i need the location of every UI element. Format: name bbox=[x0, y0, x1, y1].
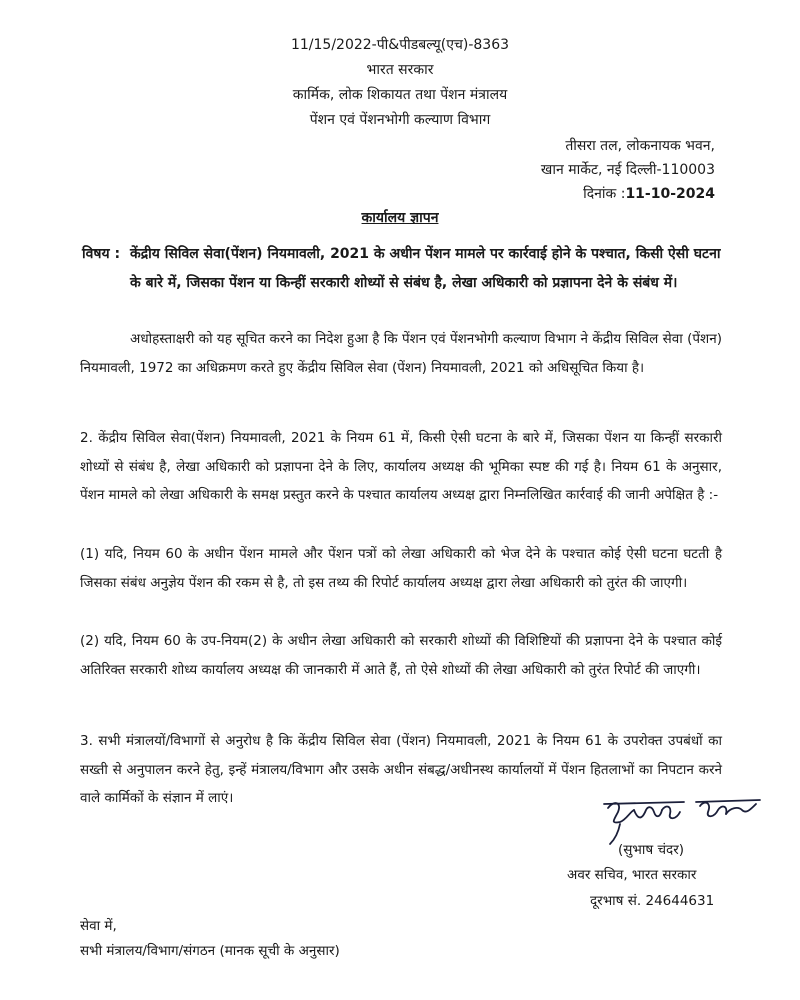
signatory-phone: दूरभाष सं. 24644631 bbox=[590, 893, 715, 909]
signatory-designation: अवर सचिव, भारत सरकार bbox=[567, 867, 697, 883]
signatory-name: (सुभाष चंदर) bbox=[618, 842, 685, 858]
subject-label: विषय : bbox=[82, 246, 121, 262]
subject-text: केंद्रीय सिविल सेवा(पेंशन) नियमावली, 2021 के अधीन पेंशन मामले पर कार्रवाई होने के पश्चात, किसी ऐसी घटना के बारे में, जिसका पेंशन या किन्हीं सरकारी शोध्यों से संबंध है, लेखा अधिकारी को प्रज्ञापना देने के संबंध में। bbox=[130, 246, 721, 291]
department-name: पेंशन एवं पेंशनभोगी कल्याण विभाग bbox=[309, 112, 491, 128]
date-label: दिनांक : bbox=[583, 186, 626, 202]
addressee-intro: सेवा में, bbox=[80, 918, 117, 934]
paragraph-2-clause-1: (1) यदि, नियम 60 के अधीन पेंशन मामले और पेंशन पत्रों को लेखा अधिकारी को भेज देने के पश्चात कोई ऐसी घटना घटती है जिसका संबंध अनुज्ञेय पेंशन की रकम से है, तो इस तथ्य की रिपोर्ट कार्यालय अध्यक्ष द्वारा लेखा अधिकारी को तुरंत की जाएगी। bbox=[80, 546, 722, 591]
paragraph-1: अधोहस्ताक्षरी को यह सूचित करने का निदेश हुआ है कि पेंशन एवं पेंशनभोगी कल्याण विभाग ने केंद्रीय सिविल सेवा (पेंशन) नियमावली, 1972 का अधिक्रमण करते हुए केंद्रीय सिविल सेवा (पेंशन) नियमावली, 2021 को अधिसूचित किया है। bbox=[80, 331, 722, 376]
addressee-list: सभी मंत्रालय/विभाग/संगठन (मानक सूची के अनुसार) bbox=[80, 943, 340, 959]
paragraph-3: 3. सभी मंत्रालयों/विभागों से अनुरोध है कि केंद्रीय सिविल सेवा (पेंशन) नियमावली, 2021 के नियम 61 के उपरोक्त उपबंधों का सख्ती से अनुपालन करने हेतु, इन्हें मंत्रालय/विभाग और उसके अधीन संबद्ध/अधीनस्थ कार्यालयों में पेंशन हितलाभों का निपटान करने वाले कार्मिकों के संज्ञान में लाएं। bbox=[80, 733, 722, 806]
government-name: भारत सरकार bbox=[366, 62, 434, 78]
issue-date bbox=[583, 183, 715, 205]
address-line-2: खान मार्केट, नई दिल्ली-110003 bbox=[540, 162, 715, 178]
ministry-name: कार्मिक, लोक शिकायत तथा पेंशन मंत्रालय bbox=[292, 87, 508, 103]
file-number: 11/15/2022-पी&पीडबल्यू(एच)-8363 bbox=[290, 37, 510, 53]
date-value: 11-10-2024 bbox=[625, 186, 715, 202]
address-line-1: तीसरा तल, लोकनायक भवन, bbox=[565, 138, 715, 154]
paragraph-2: 2. केंद्रीय सिविल सेवा(पेंशन) नियमावली, 2021 के नियम 61 में, किसी ऐसी घटना के बारे में, जिसका पेंशन या किन्हीं सरकारी शोध्यों से संबंध है, लेखा अधिकारी को प्रज्ञापना देने के लिए, कार्यालय अध्यक्ष की भूमिका स्पष्ट की गई है। नियम 61 के अनुसार, पेंशन मामले को लेखा अधिकारी के समक्ष प्रस्तुत करने के पश्चात कार्यालय अध्यक्ष द्वारा निम्नलिखित कार्रवाई की जानी अपेक्षित है :- bbox=[80, 430, 722, 503]
document-title: कार्यालय ज्ञापन bbox=[361, 210, 439, 226]
paragraph-2-clause-2: (2) यदि, नियम 60 के उप-नियम(2) के अधीन लेखा अधिकारी को सरकारी शोध्यों की विशिष्टियों की प्रज्ञापना देने के पश्चात कोई अतिरिक्त सरकारी शोध्य कार्यालय अध्यक्ष की जानकारी में आते हैं, तो ऐसे शोध्यों की लेखा अधिकारी को तुरंत रिपोर्ट की जाएगी। bbox=[80, 633, 722, 678]
